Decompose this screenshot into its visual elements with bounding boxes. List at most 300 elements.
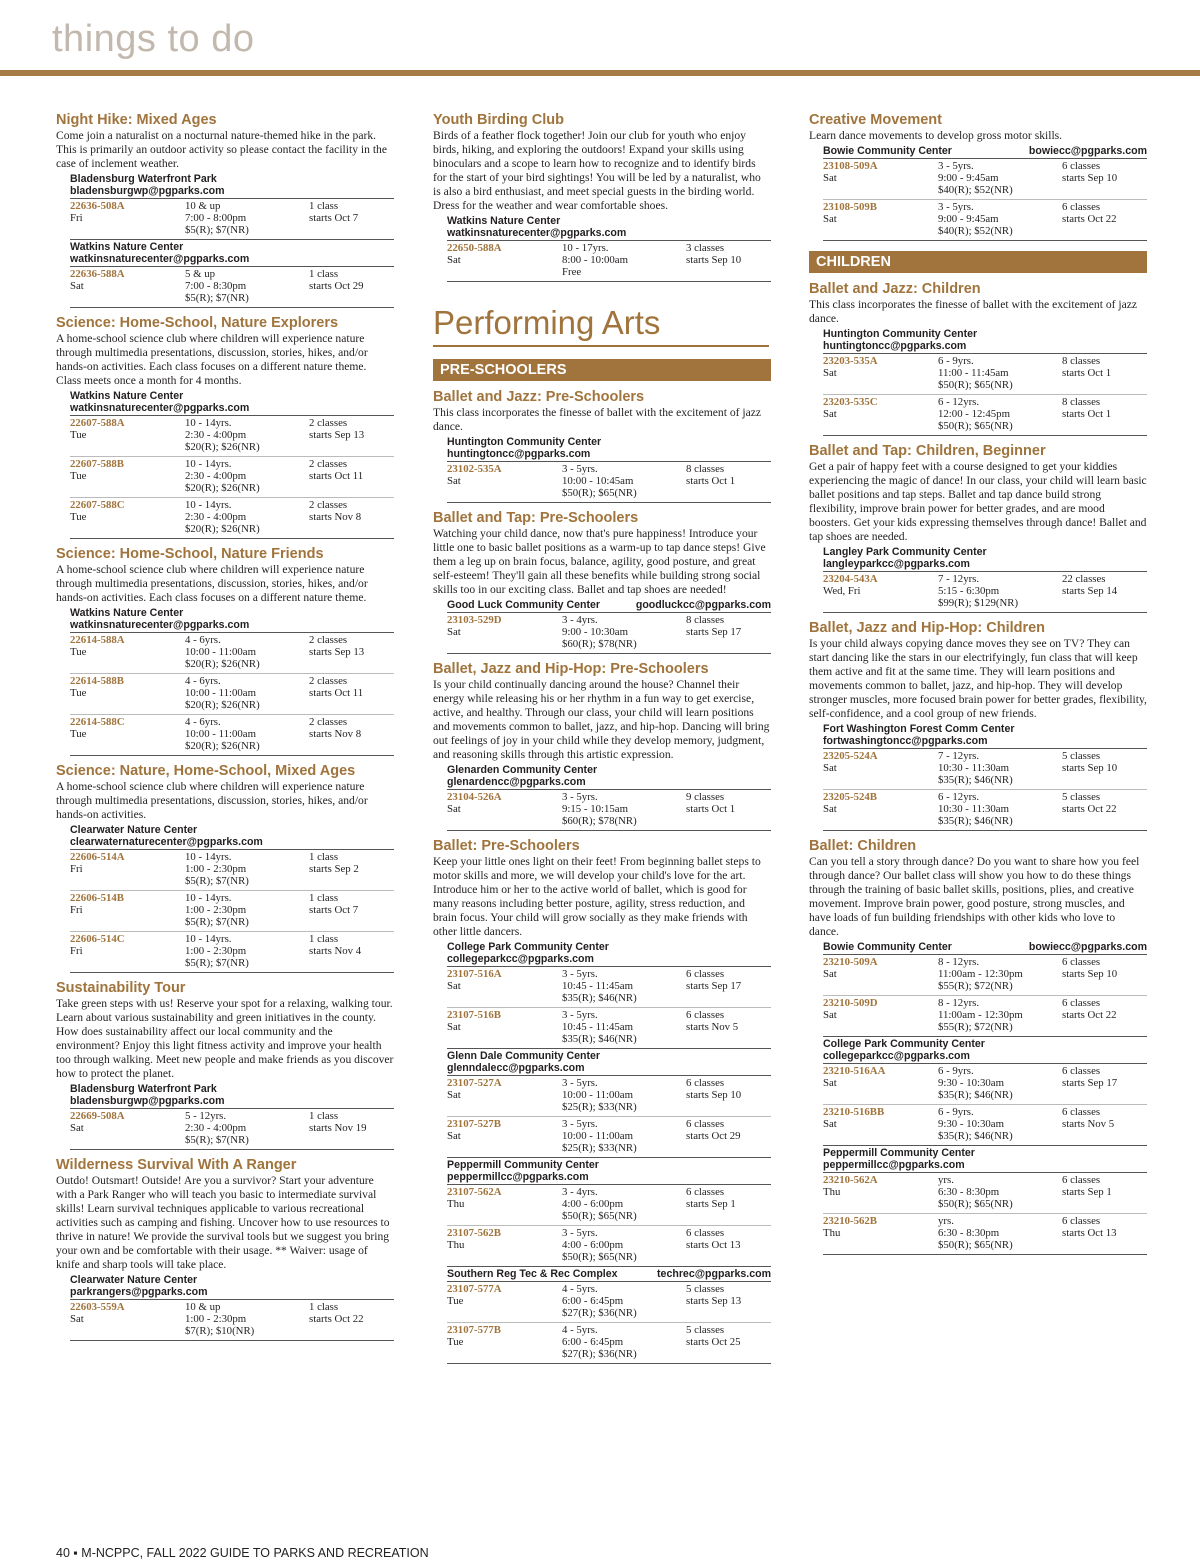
fee: $20(R); $26(NR) [185,482,260,494]
spacer [447,638,562,650]
fee: $50(R); $65(NR) [562,1251,637,1263]
fee: $50(R); $65(NR) [562,487,637,499]
session-row [70,715,394,756]
age-range: 10 & up [185,200,221,212]
course-code: 22606-514C [70,933,125,945]
age-range: 4 - 6yrs. [185,634,221,646]
location-header [823,145,1147,157]
course-code: 23107-516B [447,1009,501,1021]
spacer [70,699,185,711]
sessions-table [70,415,394,539]
program-description: A home-school science club where children will experience nature through multimedia presentations, discussion, stories, hikes, and/or hands-on activities. [56,780,368,821]
spacer [447,1142,562,1154]
meeting-time: 9:30 - 10:30am [938,1077,1004,1089]
age-range: 3 - 5yrs. [562,968,598,980]
program-description: Watching your child dance, now that's pure happiness! Introduce your little one to basic ballet positions as a warm-up to tap dance steps! Give them a leg up on brain focus, balance, agility, good posture, and great self-esteem! They'll gain all these benefits while building strong social skills too in our exciting class. Ballet and tap shoes are needed! [433,527,766,596]
session-row [447,1076,771,1117]
class-count: 8 classes [686,463,725,475]
age-range: 3 - 5yrs. [938,160,974,172]
location-name: Bowie Community Center [823,145,952,157]
fee: $20(R); $26(NR) [185,740,260,752]
location-block [70,173,394,240]
location-name: Langley Park Community Center [823,546,987,558]
meeting-time: 10:00 - 11:00am [562,1089,633,1101]
location-email: langleyparkcc@pgparks.com [823,558,970,570]
sessions-table [70,1108,394,1150]
program-title: Sustainability Tour [56,980,186,996]
course-code: 22614-588A [70,634,125,646]
session-row [70,267,394,308]
meeting-day: Sat [823,803,837,815]
location-block [70,607,394,756]
program-description: This class incorporates the finesse of ballet with the excitement of jazz dance. [809,298,1138,325]
program-block [56,980,394,1150]
start-date: starts Sep 13 [309,646,365,658]
age-range: 3 - 5yrs. [938,201,974,213]
spacer [70,1134,185,1146]
age-range: 10 - 14yrs. [185,892,232,904]
age-range: 8 - 12yrs. [938,997,980,1009]
class-count: 9 classes [686,791,725,803]
start-date: starts Nov 5 [1062,1118,1115,1130]
meeting-day: Sat [447,803,461,815]
session-row [70,416,394,457]
fee: $60(R); $78(NR) [562,638,637,650]
start-date: starts Sep 10 [686,254,742,266]
class-count: 2 classes [309,675,348,687]
age-range: 6 - 12yrs. [938,791,980,803]
program-description: Is your child always copying dance moves they see on TV? They can start dancing like the stars in our electrifyingly, fun class that will keep them active and fit at the same time. They will learn positions and movements common to ballet, jazz, and hip-hop. They will develop stronger muscles, more focused brain power for better grades, flexibility, self-confidence, and a cool group of new friends. [809,637,1147,720]
program-description: Birds of a feather flock together! Join our club for youth who enjoy birds, hiking, and exploring the outdoors! Expand your skills using binoculars and a scope to learn how to recognize and to identify birds for the start of your bird sightings! You will be led by a naturalist, who is also a bird enthusiast, and meet special guests in the birding world. Dress for the weather and wear comfortable shoes. [433,129,761,212]
session-row [823,1064,1147,1105]
course-code: 23102-535A [447,463,502,475]
meeting-day: Thu [823,1186,841,1198]
location-name: Peppermill Community Center [447,1159,599,1171]
meeting-time: 9:00 - 9:45am [938,213,999,225]
age-range: yrs. [938,1174,954,1186]
session-row [70,1300,394,1341]
course-code: 23205-524A [823,750,878,762]
location-block [70,241,394,308]
location-name: Good Luck Community Center [447,599,601,611]
page-title: things to do [52,18,255,60]
spacer [823,774,938,786]
spacer [447,992,562,1004]
fee: $55(R); $72(NR) [938,1021,1013,1033]
program-block [56,546,394,756]
spacer [70,224,185,236]
age-range: 3 - 5yrs. [562,1009,598,1021]
meeting-day: Sat [447,1021,461,1033]
program-block [433,389,771,503]
program-description: This class incorporates the finesse of ballet with the excitement of jazz dance. [433,406,762,433]
start-date: starts Oct 29 [309,280,364,292]
course-code: 22614-588C [70,716,125,728]
meeting-time: 1:00 - 2:30pm [185,945,247,957]
class-count: 6 classes [1062,1065,1101,1077]
session-row [447,1185,771,1226]
program-block [809,281,1147,436]
section-title-performing-arts: Performing Arts [433,304,769,347]
program-title: Ballet and Jazz: Pre-Schoolers [433,389,645,405]
program-description: Outdo! Outsmart! Outside! Are you a survivor? Start your adventure with a Park Ranger who will teach you basic to intermediate survival skills! Learn survival techniques applicable to various recreational activities such as camping and fishing. Uncover how to use resources to thrive in nature! We provide the survival tools but we suggest you bring your own and be comfortable with their usage. ** Waiver: usage of knife and sharp tools will take place. [56,1174,390,1271]
session-row [70,633,394,674]
program-description: A home-school science club where children will experience nature through multimedia presentations, discussion, stories, hikes, and/or hands-on activities. Each class focuses on a different nature theme. Class meets once a month for 4 months. [56,332,368,387]
program-block [809,112,1147,241]
fee: $20(R); $26(NR) [185,699,260,711]
location-email: collegeparkcc@pgparks.com [823,1050,970,1062]
location-email: watkinsnaturecenter@pgparks.com [70,402,250,414]
meeting-day: Sat [823,1118,837,1130]
course-code: 23210-562A [823,1174,878,1186]
program-title: Ballet and Jazz: Children [809,281,981,297]
class-count: 8 classes [1062,355,1101,367]
program-title: Wilderness Survival With A Ranger [56,1157,297,1173]
fee: $35(R); $46(NR) [938,774,1013,786]
course-code: 23107-577B [447,1324,501,1336]
meeting-time: 2:30 - 4:00pm [185,511,247,523]
meeting-time: 10:00 - 11:00am [562,1130,633,1142]
course-code: 22650-588A [447,242,502,254]
session-row [447,1008,771,1049]
course-code: 23107-577A [447,1283,502,1295]
meeting-day: Thu [447,1198,465,1210]
sessions-table [447,1075,771,1158]
age-range: 4 - 6yrs. [185,675,221,687]
location-name: College Park Community Center [823,1038,985,1050]
meeting-day: Sat [447,475,461,487]
location-email: glenardencc@pgparks.com [447,776,586,788]
meeting-time: 2:30 - 4:00pm [185,429,247,441]
age-range: 4 - 5yrs. [562,1283,598,1295]
start-date: starts Oct 22 [1062,803,1117,815]
meeting-day: Sat [823,1009,837,1021]
location-name: Clearwater Nature Center [70,1274,198,1286]
program-description: Learn dance movements to develop gross motor skills. [809,129,1063,142]
location-email: techrec@pgparks.com [657,1268,771,1280]
meeting-day: Sat [823,408,837,420]
location-name: Clearwater Nature Center [70,824,198,836]
fee: $35(R); $46(NR) [562,992,637,1004]
session-row [823,790,1147,831]
meeting-time: 10:00 - 10:45am [562,475,634,487]
fee: $27(R); $36(NR) [562,1348,637,1360]
class-count: 1 class [309,200,339,212]
location-block [70,1274,394,1341]
meeting-time: 2:30 - 4:00pm [185,470,247,482]
program-title: Creative Movement [809,112,942,128]
program-title: Ballet, Jazz and Hip-Hop: Pre-Schoolers [433,661,709,677]
age-range: 10 - 14yrs. [185,933,232,945]
session-row [70,457,394,498]
location-name: Southern Reg Tec & Rec Complex [447,1268,618,1280]
meeting-time: 9:00 - 9:45am [938,172,999,184]
meeting-day: Sat [70,1122,84,1134]
start-date: starts Sep 13 [309,429,365,441]
meeting-time: 11:00am - 12:30pm [938,1009,1023,1021]
session-row [70,891,394,932]
spacer [70,441,185,453]
location-block [70,824,394,973]
location-email: parkrangers@pgparks.com [70,1286,208,1298]
class-count: 6 classes [686,1009,725,1021]
program-description: Get a pair of happy feet with a course designed to get your kiddies experiencing the magic of dance! In our class, your child will learn basic ballet positions and tap steps. Ballet and tap dance build strong flexibility, improve brain power for better grades, and are mood boosters. Get your kids expressing themselves through dance! Ballet and tap shoes are needed. [809,460,1147,543]
start-date: starts Nov 19 [309,1122,367,1134]
fee: $27(R); $36(NR) [562,1307,637,1319]
start-date: starts Nov 4 [309,945,362,957]
age-range: 4 - 5yrs. [562,1324,598,1336]
program-title: Ballet and Tap: Pre-Schoolers [433,510,639,526]
session-row [823,354,1147,395]
spacer [70,957,185,969]
session-row [823,572,1147,613]
course-code: 23104-526A [447,791,502,803]
meeting-time: 10:45 - 11:45am [562,1021,633,1033]
location-header [447,599,771,611]
age-range: 10 - 14yrs. [185,458,232,470]
age-range: 3 - 5yrs. [562,1118,598,1130]
fee: $50(R); $65(NR) [938,1239,1013,1251]
meeting-time: 11:00 - 11:45am [938,367,1009,379]
session-row [447,1323,771,1364]
location-block [823,941,1147,1037]
start-date: starts Sep 10 [1062,968,1118,980]
program-title: Science: Nature, Home-School, Mixed Ages [56,763,356,779]
age-range: 10 - 14yrs. [185,851,232,863]
course-code: 23203-535A [823,355,878,367]
fee: $35(R); $46(NR) [938,815,1013,827]
meeting-time: 6:30 - 8:30pm [938,1227,1000,1239]
location-email: huntingtoncc@pgparks.com [447,448,591,460]
meeting-day: Fri [70,904,83,916]
fee: $5(R); $7(NR) [185,875,249,887]
meeting-time: 6:00 - 6:45pm [562,1295,624,1307]
meeting-day: Sat [823,172,837,184]
program-title: Ballet, Jazz and Hip-Hop: Children [809,620,1046,636]
spacer [823,980,938,992]
class-count: 6 classes [1062,1106,1101,1118]
start-date: starts Sep 14 [1062,585,1118,597]
location-block [823,1038,1147,1146]
start-date: starts Oct 1 [1062,408,1112,420]
spacer [447,1210,562,1222]
spacer [447,1251,562,1263]
sessions-table [70,849,394,973]
sessions-table [447,612,771,654]
fee: $35(R); $46(NR) [938,1130,1013,1142]
class-count: 6 classes [1062,201,1101,213]
spacer [70,875,185,887]
sessions-table [447,1184,771,1267]
class-count: 2 classes [309,417,348,429]
class-count: 5 classes [686,1324,725,1336]
program-block [433,661,771,831]
age-range: 7 - 12yrs. [938,750,980,762]
spacer [823,597,938,609]
class-count: 6 classes [686,968,725,980]
fee: $40(R); $52(NR) [938,225,1013,237]
sessions-table [70,632,394,756]
class-count: 1 class [309,268,339,280]
class-count: 1 class [309,933,339,945]
session-row [447,967,771,1008]
program-block [433,112,771,282]
age-range: 7 - 12yrs. [938,573,980,585]
location-block [823,1147,1147,1255]
start-date: starts Sep 1 [1062,1186,1112,1198]
age-range: 6 - 9yrs. [938,1106,974,1118]
class-count: 8 classes [686,614,725,626]
course-code: 22607-588A [70,417,125,429]
location-name: Watkins Nature Center [447,215,561,227]
course-code: 23203-535C [823,396,878,408]
course-code: 22636-588A [70,268,125,280]
meeting-day: Sat [70,1313,84,1325]
location-name: Glenn Dale Community Center [447,1050,601,1062]
fee: $25(R); $33(NR) [562,1101,637,1113]
location-block [823,328,1147,436]
age-range: 8 - 12yrs. [938,956,980,968]
meeting-time: 1:00 - 2:30pm [185,904,247,916]
meeting-day: Tue [70,728,87,740]
sessions-table [823,1172,1147,1255]
meeting-time: 10:45 - 11:45am [562,980,633,992]
meeting-day: Sat [70,280,84,292]
course-code: 23210-509D [823,997,878,1009]
spacer [447,1348,562,1360]
location-email: bladensburgwp@pgparks.com [70,185,225,197]
spacer [823,379,938,391]
class-count: 6 classes [686,1186,725,1198]
location-email: watkinsnaturecenter@pgparks.com [70,619,250,631]
sessions-table [447,1281,771,1364]
location-block [447,599,771,654]
session-row [447,1117,771,1158]
age-range: 6 - 12yrs. [938,396,980,408]
program-description: A home-school science club where children will experience nature through multimedia presentations, discussion, stories, hikes, and/or hands-on activities. Each class focuses on a different nature theme. [56,563,368,604]
band-pre-schoolers: PRE-SCHOOLERS [433,359,771,381]
program-block [809,838,1147,1255]
location-block [447,1159,771,1267]
start-date: starts Sep 17 [1062,1077,1118,1089]
meeting-time: 9:00 - 10:30am [562,626,628,638]
meeting-day: Sat [823,762,837,774]
program-block [56,112,394,308]
course-code: 23210-516AA [823,1065,886,1077]
column-2 [433,112,771,1371]
spacer [823,420,938,432]
fee: $25(R); $33(NR) [562,1142,637,1154]
spacer [70,658,185,670]
spacer [70,523,185,535]
course-code: 23108-509B [823,201,877,213]
course-code: 23210-509A [823,956,878,968]
class-count: 6 classes [1062,997,1101,1009]
program-title: Night Hike: Mixed Ages [56,112,217,128]
meeting-time: 12:00 - 12:45pm [938,408,1010,420]
start-date: starts Nov 8 [309,511,362,523]
course-code: 23210-516BB [823,1106,885,1118]
fee: Free [562,266,582,278]
fee: $99(R); $129(NR) [938,597,1019,609]
fee: $20(R); $26(NR) [185,523,260,535]
start-date: starts Sep 17 [686,626,742,638]
band-children: CHILDREN [809,251,1147,273]
program-description: Take green steps with us! Reserve your spot for a relaxing, walking tour. Learn about various sustainability and green initiatives in the county. How does sustainability affect our local community and the environment? Enjoy this light fitness activity and improve your health too through walking. Meet new people and make friends as you discover how to protect the planet. [56,997,394,1080]
meeting-day: Tue [447,1295,464,1307]
location-block [823,145,1147,241]
location-email: watkinsnaturecenter@pgparks.com [447,227,627,239]
class-count: 3 classes [686,242,725,254]
class-count: 1 class [309,1110,339,1122]
location-block [823,546,1147,613]
meeting-time: 8:00 - 10:00am [562,254,628,266]
age-range: 3 - 5yrs. [562,1227,598,1239]
age-range: 10 - 14yrs. [185,417,232,429]
spacer [70,1325,185,1337]
session-row [70,498,394,539]
location-email: collegeparkcc@pgparks.com [447,953,594,965]
program-title: Ballet and Tap: Children, Beginner [809,443,1046,459]
age-range: 6 - 9yrs. [938,1065,974,1077]
start-date: starts Oct 22 [309,1313,364,1325]
session-row [70,850,394,891]
session-row [823,996,1147,1037]
class-count: 5 classes [1062,791,1101,803]
spacer [70,292,185,304]
start-date: starts Oct 1 [686,803,736,815]
age-range: 4 - 6yrs. [185,716,221,728]
fee: $60(R); $78(NR) [562,815,637,827]
fee: $35(R); $46(NR) [938,1089,1013,1101]
sessions-table [823,1063,1147,1146]
location-name: Huntington Community Center [447,436,602,448]
start-date: starts Sep 17 [686,980,742,992]
location-name: Bowie Community Center [823,941,952,953]
meeting-day: Wed, Fri [823,585,861,597]
fee: $40(R); $52(NR) [938,184,1013,196]
location-name: Fort Washington Forest Comm Center [823,723,1015,735]
location-email: bowiecc@pgparks.com [1028,145,1147,157]
fee: $20(R); $26(NR) [185,658,260,670]
class-count: 6 classes [1062,1215,1101,1227]
program-title: Science: Home-School, Nature Explorers [56,315,339,331]
course-code: 22607-588C [70,499,125,511]
fee: $5(R); $7(NR) [185,957,249,969]
program-description: Keep your little ones light on their feet! From beginning ballet steps to motor skills and more, we will develop your child's love for the art. Introduce him or her to the active world of ballet, which is good for many reasons including better posture, agility, stress reduction, and brain focus. Your child will grow socially as they make friends with other little dancers. [433,855,761,938]
age-range: 5 & up [185,268,215,280]
program-description: Can you tell a story through dance? Do you want to share how you feel through dance? Our ballet class will show you how to do these things through the training of basic ballet skills, positions, plies, and creative movement. Improve brain power, good posture, strong muscles, and have loads of fun building friendships with other kids who love to dance. [809,855,1140,938]
session-row [823,200,1147,241]
class-count: 22 classes [1062,573,1106,585]
spacer [823,184,938,196]
location-block [447,764,771,831]
class-count: 8 classes [1062,396,1101,408]
class-count: 1 class [309,851,339,863]
program-description: Is your child continually dancing around the house? Channel their energy while releasing his or her rhythm in a fun way to get exercise, active, and healthy. Through our class, your child will learn positions and movements common to ballet, jazz, and hip-hop. Dancing will bring out feelings of joy in your child while they develop memory, judgment, and reasoning skills through this artistic expression. [433,678,770,761]
location-email: goodluckcc@pgparks.com [635,599,771,611]
sessions-table [823,748,1147,831]
location-name: Watkins Nature Center [70,390,184,402]
sessions-table [823,353,1147,436]
course-code: 22607-588B [70,458,124,470]
location-email: bowiecc@pgparks.com [1028,941,1147,953]
fee: $55(R); $72(NR) [938,980,1013,992]
course-code: 22606-514B [70,892,124,904]
spacer [70,482,185,494]
session-row [447,790,771,831]
class-count: 6 classes [1062,1174,1101,1186]
